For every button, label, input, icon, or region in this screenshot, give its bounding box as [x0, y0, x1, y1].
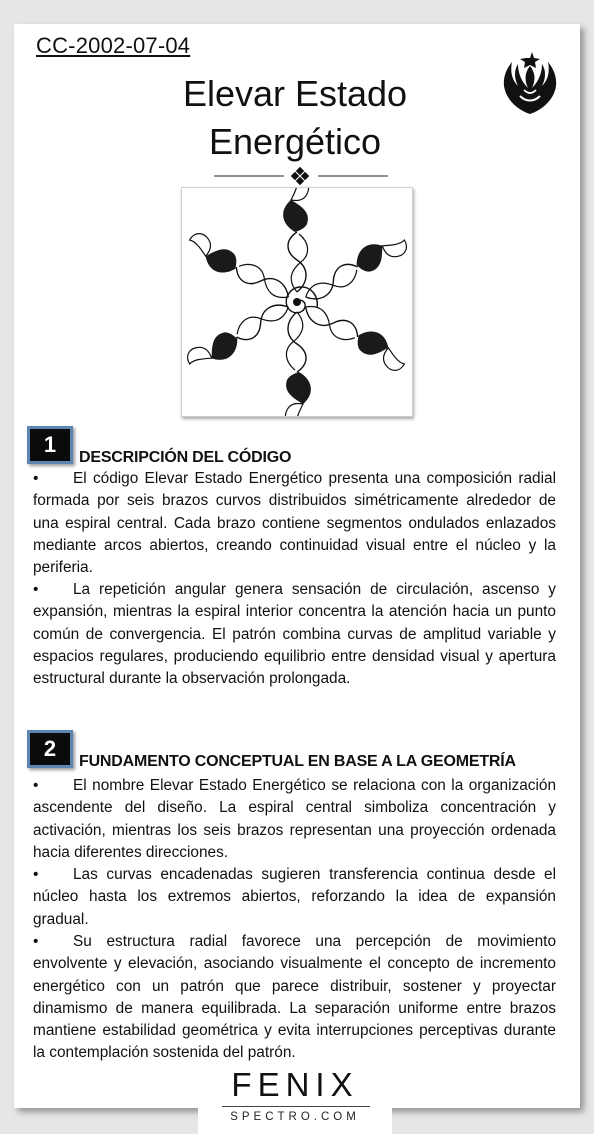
title-line-1: Elevar Estado: [182, 73, 408, 114]
section-2-paragraph-2: • Las curvas encadenadas sugieren transferencia continua desde el núcleo hasta los extremos abiertos, reforzando la idea de expansión gradual.: [33, 866, 556, 928]
bullet: •: [33, 777, 39, 794]
section-1-paragraph-2: • La repetición angular genera sensación de circulación, ascenso y expansión, mientras la espiral interior concentra la atención hacia un punto común de convergencia. El patrón combina curvas de amplitud variable y espacios regulares, produciendo equilibrio entre densidad visual y apertura estructural durante la observación prolongada.: [33, 581, 556, 688]
bullet: •: [33, 933, 39, 950]
brand-subtitle: SPECTRO.COM: [230, 1111, 360, 1123]
section-1-paragraph-1: • El código Elevar Estado Energético presenta una composición radial formada por seis brazos curvos distribuidos simétricamente alrededor de una espiral central. Cada brazo contiene segmentos ondulados enlazados mediante arcos abiertos, creando continuidad visual entre el núcleo y la periferia.: [33, 470, 556, 577]
phoenix-icon: [498, 50, 562, 116]
section-2-number-badge: 2: [27, 730, 73, 768]
code-id: CC-2002-07-04: [36, 33, 191, 58]
radial-spiral-pattern: [182, 188, 412, 416]
brand-divider: [222, 1106, 370, 1107]
section-1-number-badge: 1: [27, 426, 73, 464]
bullet: •: [33, 470, 39, 487]
bullet: •: [33, 581, 39, 598]
section-2-paragraph-1: • El nombre Elevar Estado Energético se relaciona con la organización ascendente del diseño. La espiral central simboliza concentración y activación, mientras los seis brazos representan una proyección ordenada hacia diferentes direcciones.: [33, 777, 556, 861]
section-2-paragraph-3: • Su estructura radial favorece una percepción de movimiento envolvente y elevación, asociando visualmente el concepto de incremento energético con un patrón que parece distribuir, sostener y proyectar dinamismo de manera equilibrada. La separación uniforme entre brazos mantiene estabilidad geométrica y evita interrupciones perceptivas durante la contemplación sostenida del patrón.: [33, 933, 556, 1062]
section-2-title: FUNDAMENTO CONCEPTUAL EN BASE A LA GEOMETRÍA: [79, 753, 516, 770]
brand-name: FENIX: [231, 1066, 359, 1103]
artwork-frame: [181, 187, 413, 417]
title-line-2: Energético: [208, 121, 382, 162]
page-title: [170, 70, 420, 166]
bullet: •: [33, 866, 39, 883]
section-1-title: DESCRIPCIÓN DEL CÓDIGO: [79, 449, 292, 466]
diamond-ornament-icon: [214, 166, 388, 186]
